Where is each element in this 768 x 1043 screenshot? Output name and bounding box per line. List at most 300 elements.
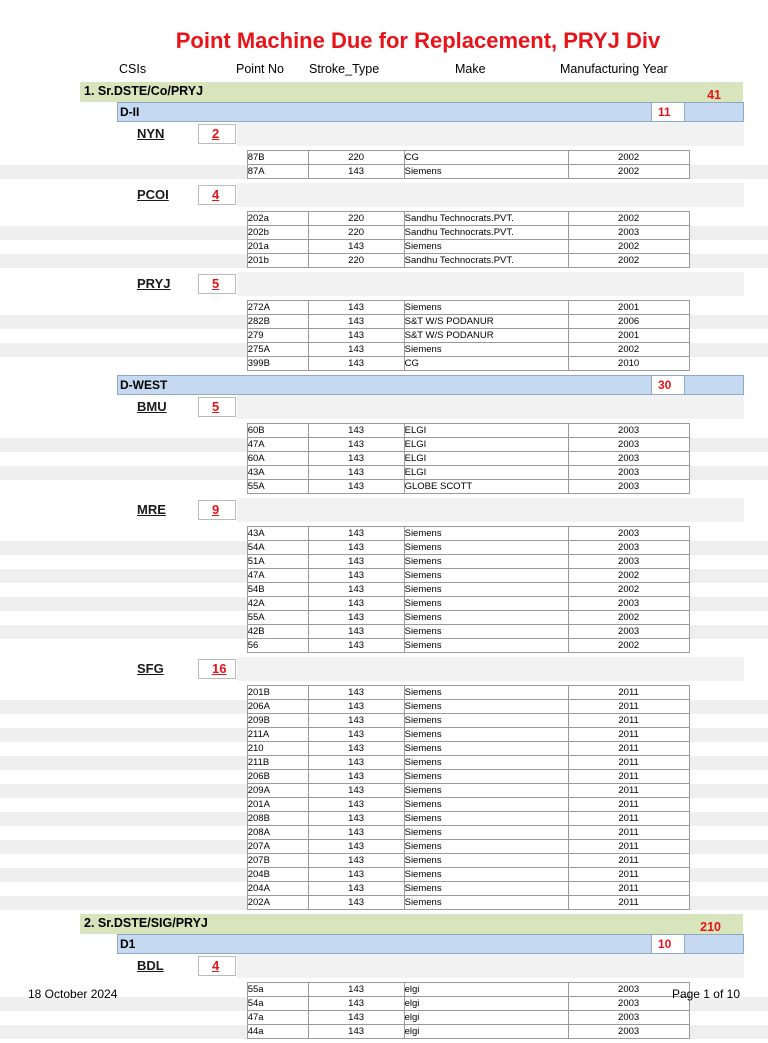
row-margin bbox=[689, 784, 768, 798]
footer-page-number: Page 1 of 10 bbox=[671, 987, 740, 1001]
table-row bbox=[0, 597, 768, 611]
year-cell: 2011 bbox=[568, 728, 689, 742]
station-row-shade bbox=[237, 272, 744, 296]
stroke-type-cell: 143 bbox=[308, 742, 404, 756]
stroke-type-cell: 143 bbox=[308, 756, 404, 770]
make-cell: ELGI bbox=[404, 438, 568, 452]
row-margin bbox=[0, 343, 247, 357]
station-group-header bbox=[0, 954, 768, 978]
row-margin bbox=[0, 597, 247, 611]
year-cell: 2003 bbox=[568, 1025, 689, 1039]
make-cell: Siemens bbox=[404, 569, 568, 583]
stroke-type-cell: 143 bbox=[308, 301, 404, 315]
stroke-type-cell: 143 bbox=[308, 997, 404, 1011]
point-no-cell: 211B bbox=[247, 756, 308, 770]
row-margin bbox=[0, 798, 247, 812]
table-row bbox=[0, 868, 768, 882]
row-margin bbox=[689, 1025, 768, 1039]
row-margin bbox=[0, 254, 247, 268]
point-no-cell: 209B bbox=[247, 714, 308, 728]
row-margin bbox=[0, 569, 247, 583]
row-margin bbox=[689, 226, 768, 240]
year-cell: 2001 bbox=[568, 301, 689, 315]
table-row bbox=[0, 611, 768, 625]
make-cell: Siemens bbox=[404, 527, 568, 541]
year-cell: 2003 bbox=[568, 527, 689, 541]
row-margin bbox=[689, 882, 768, 896]
stroke-type-cell: 143 bbox=[308, 480, 404, 494]
make-cell: ELGI bbox=[404, 466, 568, 480]
year-cell: 2002 bbox=[568, 611, 689, 625]
point-no-cell: 201A bbox=[247, 798, 308, 812]
table-row bbox=[0, 240, 768, 254]
year-cell: 2003 bbox=[568, 480, 689, 494]
point-no-cell: 55A bbox=[247, 611, 308, 625]
table-row bbox=[0, 212, 768, 226]
stroke-type-cell: 143 bbox=[308, 639, 404, 653]
table-row bbox=[0, 1025, 768, 1039]
year-cell: 2001 bbox=[568, 329, 689, 343]
row-margin bbox=[0, 480, 247, 494]
table-row bbox=[0, 714, 768, 728]
table-row bbox=[0, 798, 768, 812]
year-cell: 2011 bbox=[568, 714, 689, 728]
row-margin bbox=[689, 357, 768, 371]
year-cell: 2011 bbox=[568, 826, 689, 840]
row-margin bbox=[0, 770, 247, 784]
stroke-type-cell: 143 bbox=[308, 329, 404, 343]
stroke-type-cell: 143 bbox=[308, 840, 404, 854]
section-count: 210 bbox=[700, 920, 721, 934]
year-cell: 2011 bbox=[568, 854, 689, 868]
table-row bbox=[0, 569, 768, 583]
subdivision-label: D-II bbox=[120, 105, 140, 119]
stroke-type-cell: 220 bbox=[308, 226, 404, 240]
year-cell: 2011 bbox=[568, 784, 689, 798]
make-cell: Siemens bbox=[404, 756, 568, 770]
station-name: PRYJ bbox=[137, 276, 171, 291]
stroke-type-cell: 143 bbox=[308, 784, 404, 798]
section-header bbox=[80, 914, 743, 934]
footer-date: 18 October 2024 bbox=[28, 987, 118, 1001]
year-cell: 2011 bbox=[568, 840, 689, 854]
subdivision-header bbox=[117, 934, 744, 954]
row-margin bbox=[689, 555, 768, 569]
report-body bbox=[0, 82, 768, 1043]
make-cell: Sandhu Technocrats.PVT. bbox=[404, 254, 568, 268]
table-row bbox=[0, 686, 768, 700]
stroke-type-cell: 143 bbox=[308, 424, 404, 438]
year-cell: 2011 bbox=[568, 700, 689, 714]
make-cell: Sandhu Technocrats.PVT. bbox=[404, 226, 568, 240]
table-row bbox=[0, 882, 768, 896]
year-cell: 2011 bbox=[568, 868, 689, 882]
section-label: 2. Sr.DSTE/SIG/PRYJ bbox=[84, 916, 208, 930]
point-no-cell: 43A bbox=[247, 466, 308, 480]
make-cell: elgi bbox=[404, 1025, 568, 1039]
table-row bbox=[0, 357, 768, 371]
make-cell: Siemens bbox=[404, 165, 568, 179]
table-row bbox=[0, 254, 768, 268]
station-count: 4 bbox=[212, 187, 220, 202]
year-cell: 2003 bbox=[568, 226, 689, 240]
make-cell: Siemens bbox=[404, 882, 568, 896]
row-margin bbox=[689, 611, 768, 625]
table-row bbox=[0, 315, 768, 329]
row-margin bbox=[0, 686, 247, 700]
make-cell: Siemens bbox=[404, 728, 568, 742]
spacer bbox=[0, 1039, 768, 1043]
stroke-type-cell: 143 bbox=[308, 983, 404, 997]
point-no-cell: 211A bbox=[247, 728, 308, 742]
point-machine-table bbox=[0, 526, 768, 653]
table-row bbox=[0, 770, 768, 784]
make-cell: ELGI bbox=[404, 424, 568, 438]
year-cell: 2010 bbox=[568, 357, 689, 371]
make-cell: Siemens bbox=[404, 597, 568, 611]
table-row bbox=[0, 343, 768, 357]
point-machine-table bbox=[0, 685, 768, 910]
stroke-type-cell: 143 bbox=[308, 770, 404, 784]
stroke-type-cell: 143 bbox=[308, 315, 404, 329]
subdivision-count: 10 bbox=[658, 937, 672, 951]
point-no-cell: 42A bbox=[247, 597, 308, 611]
table-row bbox=[0, 784, 768, 798]
row-margin bbox=[689, 301, 768, 315]
row-margin bbox=[689, 756, 768, 770]
year-cell: 2002 bbox=[568, 212, 689, 226]
station-name: SFG bbox=[137, 661, 164, 676]
point-no-cell: 275A bbox=[247, 343, 308, 357]
make-cell: Siemens bbox=[404, 714, 568, 728]
point-no-cell: 201b bbox=[247, 254, 308, 268]
year-cell: 2002 bbox=[568, 343, 689, 357]
row-margin bbox=[689, 770, 768, 784]
station-row-shade bbox=[237, 954, 744, 978]
subdivision-label: D-WEST bbox=[120, 378, 168, 392]
table-row bbox=[0, 301, 768, 315]
table-row bbox=[0, 854, 768, 868]
year-cell: 2003 bbox=[568, 452, 689, 466]
make-cell: Siemens bbox=[404, 700, 568, 714]
point-no-cell: 87B bbox=[247, 151, 308, 165]
row-margin bbox=[689, 569, 768, 583]
stroke-type-cell: 143 bbox=[308, 700, 404, 714]
table-row bbox=[0, 639, 768, 653]
section-label: 1. Sr.DSTE/Co/PRYJ bbox=[84, 84, 204, 98]
row-margin bbox=[0, 555, 247, 569]
table-row bbox=[0, 151, 768, 165]
table-row bbox=[0, 896, 768, 910]
row-margin bbox=[689, 840, 768, 854]
point-no-cell: 207B bbox=[247, 854, 308, 868]
year-cell: 2003 bbox=[568, 438, 689, 452]
row-margin bbox=[689, 700, 768, 714]
make-cell: Siemens bbox=[404, 784, 568, 798]
row-margin bbox=[689, 896, 768, 910]
make-cell: Siemens bbox=[404, 625, 568, 639]
station-count: 16 bbox=[212, 661, 227, 676]
row-margin bbox=[0, 438, 247, 452]
row-margin bbox=[689, 728, 768, 742]
station-group-header bbox=[0, 395, 768, 419]
row-margin bbox=[0, 240, 247, 254]
table-row bbox=[0, 583, 768, 597]
make-cell: ELGI bbox=[404, 452, 568, 466]
stroke-type-cell: 143 bbox=[308, 466, 404, 480]
year-cell: 2003 bbox=[568, 424, 689, 438]
make-cell: S&T W/S PODANUR bbox=[404, 315, 568, 329]
row-margin bbox=[0, 226, 247, 240]
year-cell: 2002 bbox=[568, 254, 689, 268]
row-margin bbox=[689, 625, 768, 639]
col-header-year: Manufacturing Year bbox=[560, 62, 668, 76]
col-header-make: Make bbox=[455, 62, 486, 76]
station-count: 5 bbox=[212, 399, 220, 414]
row-margin bbox=[0, 625, 247, 639]
table-row bbox=[0, 438, 768, 452]
row-margin bbox=[689, 329, 768, 343]
table-row bbox=[0, 756, 768, 770]
year-cell: 2003 bbox=[568, 625, 689, 639]
col-header-stroke-type: Stroke_Type bbox=[309, 62, 380, 76]
stroke-type-cell: 143 bbox=[308, 714, 404, 728]
row-margin bbox=[689, 1011, 768, 1025]
col-header-csis: CSIs bbox=[119, 62, 147, 76]
station-group-header bbox=[0, 657, 768, 681]
year-cell: 2011 bbox=[568, 812, 689, 826]
row-margin bbox=[689, 212, 768, 226]
station-group-header bbox=[0, 183, 768, 207]
row-margin bbox=[689, 343, 768, 357]
row-margin bbox=[0, 896, 247, 910]
station-name: PCOI bbox=[137, 187, 169, 202]
point-no-cell: 51A bbox=[247, 555, 308, 569]
point-no-cell: 60A bbox=[247, 452, 308, 466]
point-no-cell: 210 bbox=[247, 742, 308, 756]
subdivision-header bbox=[117, 375, 744, 395]
point-machine-table bbox=[0, 150, 768, 179]
stroke-type-cell: 143 bbox=[308, 798, 404, 812]
make-cell: GLOBE SCOTT bbox=[404, 480, 568, 494]
stroke-type-cell: 143 bbox=[308, 854, 404, 868]
station-name: BDL bbox=[137, 958, 164, 973]
row-margin bbox=[689, 254, 768, 268]
point-machine-table bbox=[0, 423, 768, 494]
stroke-type-cell: 143 bbox=[308, 343, 404, 357]
row-margin bbox=[689, 597, 768, 611]
make-cell: elgi bbox=[404, 997, 568, 1011]
station-group-header bbox=[0, 122, 768, 146]
year-cell: 2011 bbox=[568, 742, 689, 756]
station-group-header bbox=[0, 272, 768, 296]
make-cell: Siemens bbox=[404, 555, 568, 569]
row-margin bbox=[689, 639, 768, 653]
table-row bbox=[0, 480, 768, 494]
year-cell: 2003 bbox=[568, 983, 689, 997]
stroke-type-cell: 143 bbox=[308, 240, 404, 254]
table-row bbox=[0, 728, 768, 742]
make-cell: Siemens bbox=[404, 798, 568, 812]
point-no-cell: 54B bbox=[247, 583, 308, 597]
row-margin bbox=[0, 728, 247, 742]
make-cell: Siemens bbox=[404, 896, 568, 910]
row-margin bbox=[689, 424, 768, 438]
station-count: 5 bbox=[212, 276, 220, 291]
stroke-type-cell: 143 bbox=[308, 896, 404, 910]
point-no-cell: 202A bbox=[247, 896, 308, 910]
row-margin bbox=[689, 541, 768, 555]
col-header-point-no: Point No bbox=[236, 62, 284, 76]
station-name: BMU bbox=[137, 399, 167, 414]
make-cell: Siemens bbox=[404, 301, 568, 315]
row-margin bbox=[689, 438, 768, 452]
row-margin bbox=[689, 686, 768, 700]
station-count: 2 bbox=[212, 126, 220, 141]
stroke-type-cell: 220 bbox=[308, 254, 404, 268]
station-row-shade bbox=[237, 498, 744, 522]
row-margin bbox=[689, 826, 768, 840]
year-cell: 2011 bbox=[568, 896, 689, 910]
station-count: 9 bbox=[212, 502, 220, 517]
point-no-cell: 55a bbox=[247, 983, 308, 997]
year-cell: 2003 bbox=[568, 466, 689, 480]
point-no-cell: 204B bbox=[247, 868, 308, 882]
station-row-shade bbox=[237, 395, 744, 419]
make-cell: CG bbox=[404, 357, 568, 371]
section-count: 41 bbox=[707, 88, 721, 102]
point-no-cell: 47A bbox=[247, 438, 308, 452]
year-cell: 2002 bbox=[568, 240, 689, 254]
stroke-type-cell: 143 bbox=[308, 569, 404, 583]
year-cell: 2011 bbox=[568, 798, 689, 812]
subdivision-label: D1 bbox=[120, 937, 136, 951]
point-no-cell: 202b bbox=[247, 226, 308, 240]
make-cell: Siemens bbox=[404, 240, 568, 254]
row-margin bbox=[0, 452, 247, 466]
point-no-cell: 206B bbox=[247, 770, 308, 784]
table-row bbox=[0, 527, 768, 541]
point-no-cell: 47a bbox=[247, 1011, 308, 1025]
row-margin bbox=[0, 854, 247, 868]
row-margin bbox=[0, 882, 247, 896]
make-cell: Siemens bbox=[404, 639, 568, 653]
row-margin bbox=[689, 151, 768, 165]
stroke-type-cell: 143 bbox=[308, 357, 404, 371]
station-row-shade bbox=[237, 657, 744, 681]
stroke-type-cell: 143 bbox=[308, 812, 404, 826]
point-no-cell: 208B bbox=[247, 812, 308, 826]
point-no-cell: 201B bbox=[247, 686, 308, 700]
year-cell: 2002 bbox=[568, 583, 689, 597]
row-margin bbox=[689, 583, 768, 597]
row-margin bbox=[689, 315, 768, 329]
year-cell: 2003 bbox=[568, 997, 689, 1011]
row-margin bbox=[689, 240, 768, 254]
point-no-cell: 201a bbox=[247, 240, 308, 254]
table-row bbox=[0, 226, 768, 240]
make-cell: Siemens bbox=[404, 826, 568, 840]
station-group-header bbox=[0, 498, 768, 522]
table-row bbox=[0, 452, 768, 466]
stroke-type-cell: 220 bbox=[308, 151, 404, 165]
point-no-cell: 42B bbox=[247, 625, 308, 639]
row-margin bbox=[0, 1025, 247, 1039]
stroke-type-cell: 143 bbox=[308, 165, 404, 179]
make-cell: Siemens bbox=[404, 686, 568, 700]
stroke-type-cell: 143 bbox=[308, 1011, 404, 1025]
point-machine-table bbox=[0, 211, 768, 268]
subdivision-count: 30 bbox=[658, 378, 672, 392]
row-margin bbox=[689, 798, 768, 812]
make-cell: Siemens bbox=[404, 583, 568, 597]
year-cell: 2003 bbox=[568, 555, 689, 569]
stroke-type-cell: 143 bbox=[308, 686, 404, 700]
table-row bbox=[0, 840, 768, 854]
table-row bbox=[0, 812, 768, 826]
make-cell: Siemens bbox=[404, 343, 568, 357]
row-margin bbox=[0, 826, 247, 840]
station-row-shade bbox=[237, 122, 744, 146]
make-cell: Sandhu Technocrats.PVT. bbox=[404, 212, 568, 226]
stroke-type-cell: 143 bbox=[308, 868, 404, 882]
year-cell: 2003 bbox=[568, 597, 689, 611]
year-cell: 2002 bbox=[568, 151, 689, 165]
stroke-type-cell: 143 bbox=[308, 882, 404, 896]
make-cell: Siemens bbox=[404, 742, 568, 756]
point-no-cell: 279 bbox=[247, 329, 308, 343]
point-no-cell: 43A bbox=[247, 527, 308, 541]
subdivision-header bbox=[117, 102, 744, 122]
point-no-cell: 47A bbox=[247, 569, 308, 583]
year-cell: 2002 bbox=[568, 569, 689, 583]
row-margin bbox=[689, 742, 768, 756]
point-no-cell: 206A bbox=[247, 700, 308, 714]
row-margin bbox=[0, 1011, 247, 1025]
make-cell: Siemens bbox=[404, 868, 568, 882]
row-margin bbox=[0, 466, 247, 480]
row-margin bbox=[689, 868, 768, 882]
table-row bbox=[0, 329, 768, 343]
station-name: MRE bbox=[137, 502, 166, 517]
table-row bbox=[0, 826, 768, 840]
row-margin bbox=[0, 527, 247, 541]
make-cell: elgi bbox=[404, 1011, 568, 1025]
point-no-cell: 202a bbox=[247, 212, 308, 226]
point-no-cell: 207A bbox=[247, 840, 308, 854]
row-margin bbox=[689, 527, 768, 541]
station-name: NYN bbox=[137, 126, 165, 141]
year-cell: 2011 bbox=[568, 770, 689, 784]
make-cell: Siemens bbox=[404, 840, 568, 854]
row-margin bbox=[0, 639, 247, 653]
stroke-type-cell: 143 bbox=[308, 438, 404, 452]
row-margin bbox=[0, 868, 247, 882]
row-margin bbox=[689, 452, 768, 466]
make-cell: elgi bbox=[404, 983, 568, 997]
make-cell: Siemens bbox=[404, 611, 568, 625]
year-cell: 2011 bbox=[568, 756, 689, 770]
table-row bbox=[0, 742, 768, 756]
row-margin bbox=[0, 315, 247, 329]
point-no-cell: 44a bbox=[247, 1025, 308, 1039]
make-cell: Siemens bbox=[404, 541, 568, 555]
point-no-cell: 272A bbox=[247, 301, 308, 315]
point-no-cell: 209A bbox=[247, 784, 308, 798]
row-margin bbox=[689, 165, 768, 179]
point-no-cell: 399B bbox=[247, 357, 308, 371]
row-margin bbox=[0, 583, 247, 597]
